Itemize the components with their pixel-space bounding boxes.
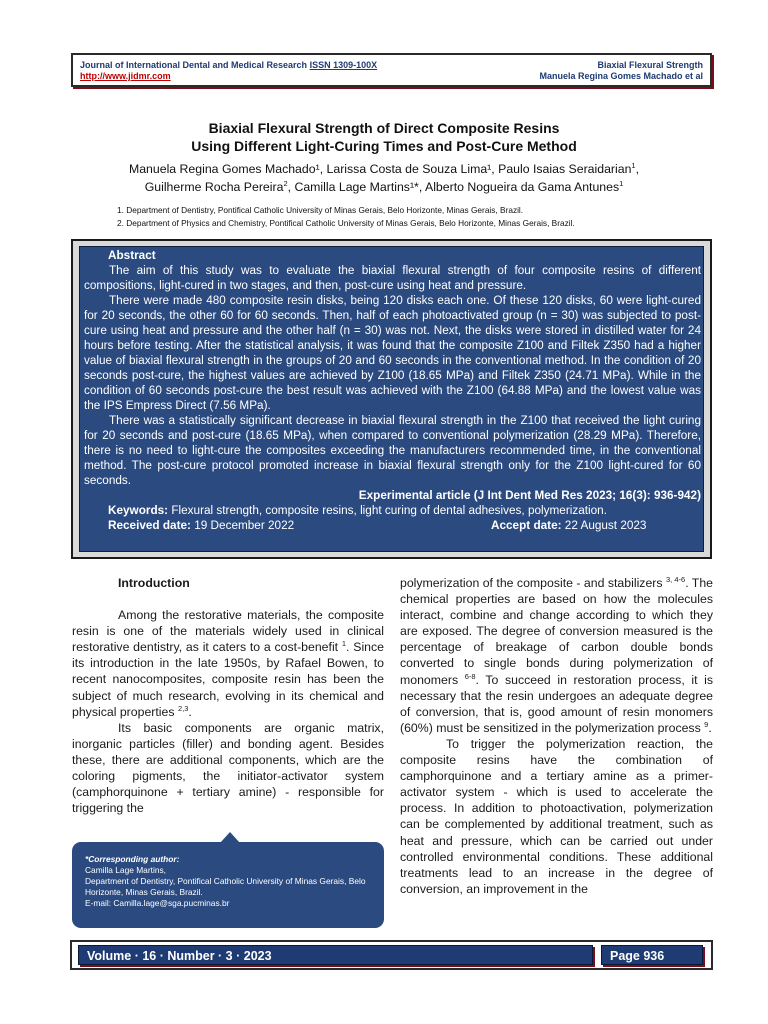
title-line-1: Biaxial Flexural Strength of Direct Composite Resins <box>208 120 560 136</box>
accept-label: Accept date: <box>491 519 562 532</box>
article-citation: Experimental article (J Int Dent Med Res 2023; 16(3): 936-942) <box>358 489 701 502</box>
author-name: Camilla Lage Martins <box>294 180 410 194</box>
volume-label: Volume · 16 · Number · 3 · 2023 <box>78 945 593 965</box>
abstract-paragraph: There was a statistically significant decrease in biaxial flexural strength in the Z100 that received the light curing for 20 seconds and post-cure (18.65 MPa), when compared to conventional polymerization (28.29 MPa). Therefore, there is no need to light-cure the composites exceeding the manufacturers recommended time, in the conventional method. The post-cure protocol promoted increase in biaxial flexural strength only for the Z100 light-cured for 60 seconds. <box>84 414 701 487</box>
issn: ISSN 1309-100X <box>309 60 378 70</box>
corresponding-email[interactable]: E-mail: Camilla.lage@sga.pucminas.br <box>85 898 230 908</box>
author-sup: 2 <box>283 179 288 188</box>
citation-ref: 9 <box>704 719 709 729</box>
body-paragraph: Its basic components are organic matrix, inorganic particles (filler) and bonding agent. Besides these, there are additional components, which are the coloring pigments, the initiator-activator system (camphorquinone + tertiary amine) - responsible for triggering the <box>72 720 384 816</box>
corresponding-dept: Department of Dentistry, Pontifical Catholic University of Minas Gerais, Belo Horizonte, Minas Gerais, Brazil. <box>85 876 366 897</box>
journal-url-link[interactable]: http://www.jidmr.com <box>80 71 171 81</box>
header-left <box>80 60 377 82</box>
keywords-text: Flexural strength, composite resins, light curing of dental adhesives, polymerization. <box>171 504 607 517</box>
keywords <box>84 503 701 518</box>
author-list: Manuela Regina Gomes Machado¹, Larissa Costa de Souza Lima¹, Paulo Isaias Seraidarian$^1$, Guilherme Rocha Pereira$^2$, Camilla Lage Martins¹*, Alberto Nogueira da Gama Antunes$^1$ <box>128 161 640 194</box>
abstract-paragraph: There were made 480 composite resin disks, being 120 disks each one. Of these 120 disks, 60 were light-cured for 20 seconds, the other 60 for 60 seconds. Then, half of each photoactivated group (n = 30) was subjected to post-cure using heat and pressure and the other half (n = 30) was not. Next, the disks were stored in distilled water for 24 hours before testing. After the statistical analysis, it was found that the composite Z100 and Filtek Z350 had a higher value of biaxial flexural strength in the groups of 20 and 60 seconds in the conventional method. In the condition of 20 seconds post-cure, the highest values are achieved by Z100 (18.65 MPa) and Filtek Z350 (24.71 MPa). While in the condition of 60 seconds post-cure the best result was achieved with the Z100 (64.88 MPa) and the lowest value was the IPS Empress Direct (7.56 MPa). <box>84 294 701 412</box>
abstract-box <box>71 239 712 559</box>
author-name: Paulo Isaias Seraidarian <box>498 162 632 176</box>
abstract-paragraph: The aim of this study was to evaluate the biaxial flexural strength of four composite resins of different compositions, light-cured in two stages, and then, post-cure using heat and pressure. <box>84 264 701 292</box>
affiliation-item: 2. Department of Physics and Chemistry, Pontifical Catholic University of Minas Gerais, Belo Horizonte, Minas Gerais, Brazil. <box>117 217 575 228</box>
author-sup: 1 <box>631 161 636 170</box>
accept-date: 22 August 2023 <box>564 519 647 532</box>
journal-header <box>71 53 712 87</box>
author-sup: ¹ <box>487 162 492 176</box>
citation-ref: 2,3 <box>177 703 189 713</box>
author-sup: ¹* <box>409 180 419 194</box>
dates-row <box>84 518 701 533</box>
corresponding-heading: *Corresponding author: <box>85 854 180 864</box>
author-name: Alberto Nogueira da Gama Antunes <box>425 180 620 194</box>
page-footer <box>70 940 713 970</box>
body-paragraph: To trigger the polymerization reaction, the composite resins have the combination of camphorquinone and a tertiary amine as a primer-activator system - which is used to accelerate the process. In addition to photoactivation, polymerization can be complemented by additional treatment, such as heat and pressure, which can be carried out under controlled environmental conditions. These additional treatments lead to an increase in the degree of conversion, an improvement in the <box>400 736 713 896</box>
author-sup: ¹ <box>315 162 320 176</box>
author-sup: 1 <box>619 179 624 188</box>
abstract-panel <box>79 246 704 552</box>
body-paragraph: Among the restorative materials, the composite resin is one of the materials widely used in clinical restorative dentistry, as it caters to a cost-benefit $^1$. Since its introduction in the late 1950s, by Rafael Bowen, to recent nanocomposites, composite resin has been the subject of much research, evolving in its chemical and physical properties $^{2,3}$. <box>72 608 384 719</box>
affiliations <box>117 204 727 229</box>
corresponding-author-box <box>72 842 384 928</box>
citation-ref: 1 <box>341 639 347 649</box>
body-column-left <box>72 575 384 816</box>
journal-name: Journal of International Dental and Medical Research <box>80 60 308 70</box>
corresponding-name: Camilla Lage Martins, <box>85 865 166 875</box>
citation-ref: 6-8 <box>464 671 476 681</box>
keywords-label: Keywords: <box>108 504 169 517</box>
affiliation-item: 1. Department of Dentistry, Pontifical Catholic University of Minas Gerais, Belo Horizonte, Minas Gerais, Brazil. <box>117 205 524 215</box>
introduction-heading: Introduction <box>118 576 190 590</box>
header-right <box>539 60 703 82</box>
running-authors: Manuela Regina Gomes Machado et al <box>539 71 703 81</box>
title-line-2: Using Different Light-Curing Times and Post-Cure Method <box>191 138 577 154</box>
page-number: Page 936 <box>601 945 703 965</box>
author-name: Guilherme Rocha Pereira <box>144 180 284 194</box>
author-name: Manuela Regina Gomes Machado <box>128 162 316 176</box>
received-label: Received date: <box>108 519 191 532</box>
paper-title <box>0 119 768 155</box>
citation-ref: 3, 4-6 <box>665 575 686 584</box>
received-date: 19 December 2022 <box>194 519 295 532</box>
author-name: Larissa Costa de Souza Lima <box>326 162 488 176</box>
abstract-heading: Abstract <box>108 249 156 262</box>
running-title: Biaxial Flexural Strength <box>597 60 703 70</box>
body-paragraph: polymerization of the composite - and stabilizers $^{3, 4-6}$. The chemical properties are based on how the molecules interact, combine and change according to which they are exposed. The degree of conversion measured is the percentage of breakage of carbon double bonds converted to single bonds during polymerization of monomers $^{6-8}$. To succeed in restoration process, it is necessary that the resin undergoes an adequate degree of conversion, that is, good amount of resin monomers (60%) must be sensitized in the polymerization process $^9$. <box>400 575 714 735</box>
body-column-right <box>400 575 713 897</box>
